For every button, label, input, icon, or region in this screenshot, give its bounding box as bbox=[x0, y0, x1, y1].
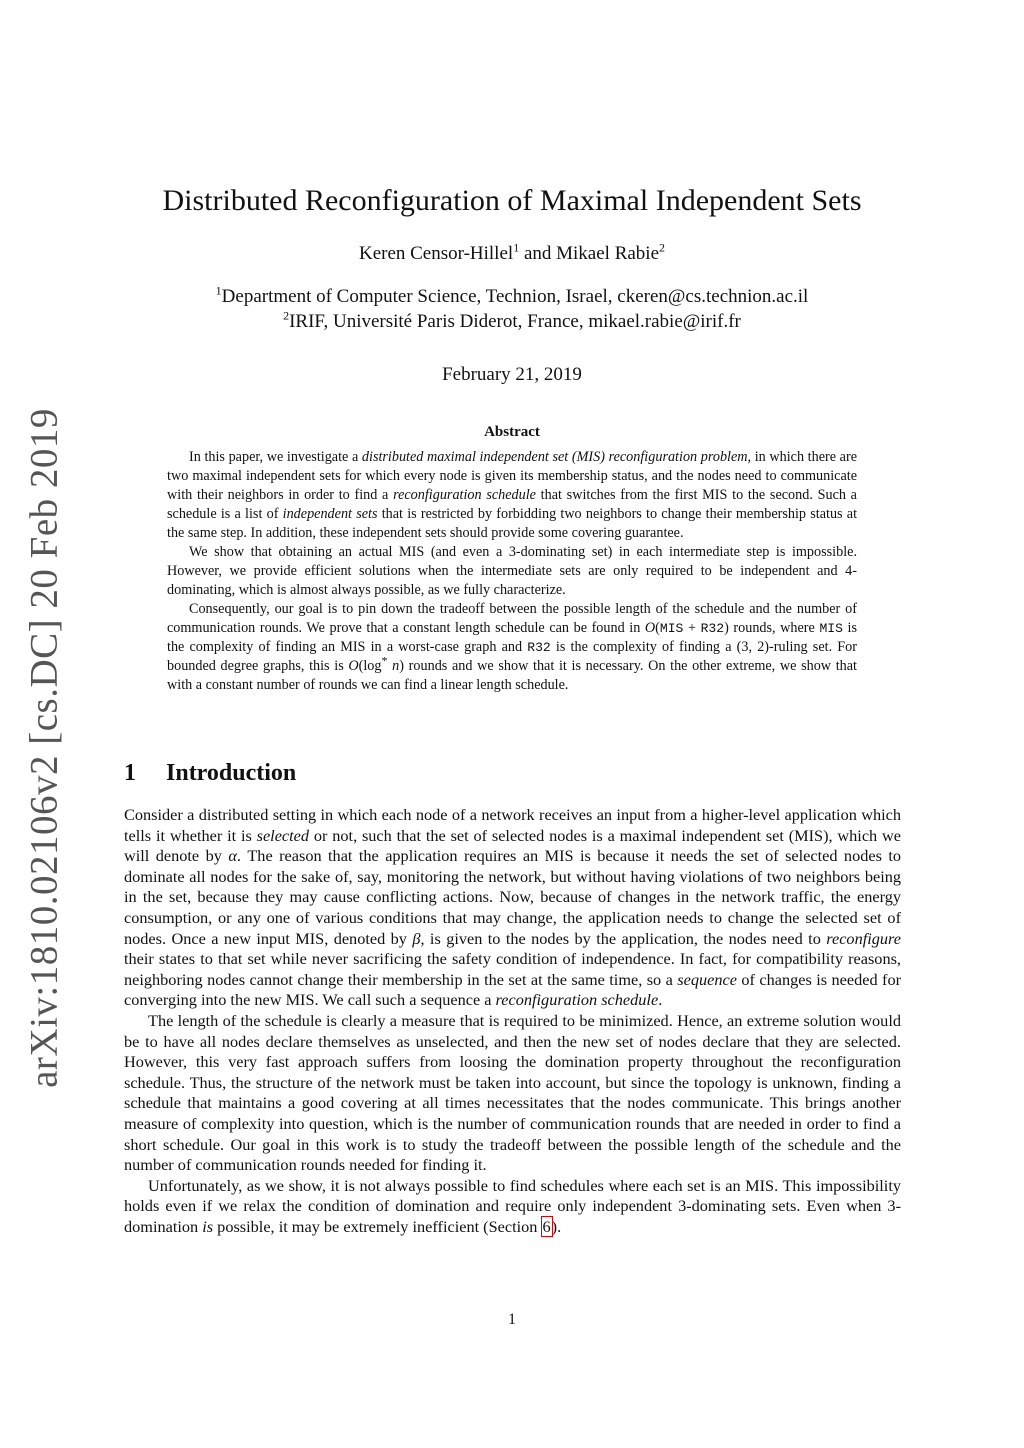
author-name: Keren Censor-Hillel bbox=[358, 243, 514, 264]
section-reference-link[interactable]: 6 bbox=[542, 1216, 551, 1236]
section-heading bbox=[124, 760, 296, 787]
affiliation-text: IRIF, Université Paris Diderot, France, mikael.rabie@irif.fr bbox=[289, 311, 741, 332]
text-run: that switches from the first MIS to the second. Such a schedule is a list of bbox=[167, 487, 857, 522]
page-number: 1 bbox=[508, 1311, 516, 1328]
text-run: . The reason that the application requires an MIS is because it needs the set of selected nodes to dominate all nodes for the sake of, say, monitoring the network, but without having violations of two neighbors being in the set, because they may cause conflicting actions. Now, because of changes in the network traffic, the energy consumption, or any one of various conditions that may change, the application needs to change the selected set of nodes. Once a new input MIS, denoted by bbox=[124, 846, 902, 948]
emphasis: reconfiguration schedule bbox=[495, 990, 659, 1010]
code-term: MIS bbox=[659, 621, 684, 636]
abstract bbox=[167, 448, 857, 695]
text-run: . bbox=[658, 990, 663, 1010]
text-run: is the complexity of finding a (3, 2)-ruling set. For bounded degree graphs, this is bbox=[167, 639, 857, 674]
paper-title: Distributed Reconfiguration of Maximal Independent Sets bbox=[162, 184, 862, 217]
body-paragraph bbox=[124, 805, 901, 1011]
affiliation bbox=[0, 308, 1024, 333]
section-number: 1 bbox=[124, 760, 136, 786]
affiliation-text: Department of Computer Science, Technion, Israel, ckeren@cs.technion.ac.il bbox=[221, 286, 809, 307]
emphasis: independent sets bbox=[282, 506, 378, 522]
text-run: Unfortunately, as we show, it is not always possible to find schedules where each set is an MIS. This impossibility holds even if we relax the condition of domination and require only independent 3-dominating sets. Even when 3-domination bbox=[124, 1175, 901, 1236]
math-symbol: β bbox=[412, 928, 421, 948]
math-symbol: n bbox=[387, 658, 400, 674]
affiliation-marker: 2 bbox=[659, 240, 666, 255]
text-run: their states to that set while never sacrificing the safety condition of independence. In fact, for compatibility reasons, neighboring nodes cannot change their membership in the set at the same time, so a bbox=[124, 949, 901, 989]
abstract-paragraph bbox=[167, 600, 857, 695]
author-line bbox=[0, 240, 1024, 265]
emphasis: reconfigure bbox=[826, 928, 902, 948]
body-paragraph bbox=[124, 1176, 901, 1238]
affiliation bbox=[0, 283, 1024, 308]
publication-date: February 21, 2019 bbox=[442, 364, 582, 385]
abstract-heading: Abstract bbox=[484, 424, 540, 440]
text-run: (log bbox=[358, 658, 382, 674]
text-run: ( bbox=[655, 620, 660, 636]
emphasis: is bbox=[202, 1216, 214, 1236]
text-run: , is given to the nodes by the application, the nodes need to bbox=[420, 928, 827, 948]
emphasis: distributed maximal independent set (MIS) reconfiguration problem bbox=[361, 449, 748, 465]
text-run: , in which there are two maximal independent sets for which every node is given its membership status, and the nodes need to communicate with their neighbors in order to find a bbox=[167, 449, 857, 503]
text-run: possible, it may be extremely inefficient (Section bbox=[213, 1216, 542, 1236]
body-paragraph: The length of the schedule is clearly a measure that is required to be minimized. Hence, an extreme solution would be to have all nodes declare themselves as unselected, and then the new set of nodes declare that they are selected. However, this very fast approach suffers from loosing the domination property throughout the reconfiguration schedule. Thus, the structure of the network must be taken into account, but since the topology is unknown, finding a schedule that maintains a good covering at all times necessitates that the nodes communicate. This brings another measure of complexity into question, which is the number of communication rounds that are needed in order to find a short schedule. Our goal in this work is to study the tradeoff between the possible length of the schedule and the number of communication rounds needed for finding it. bbox=[124, 1010, 901, 1175]
abstract-paragraph bbox=[167, 448, 857, 543]
text-run: Consequently, our goal is to pin down the tradeoff between the possible length of the schedule and the number of communication rounds. We prove that a constant length schedule can be found in bbox=[167, 601, 857, 636]
arxiv-identifier: arXiv:1810.02106v2 [cs.DC] 20 Feb 2019 bbox=[22, 408, 66, 1088]
emphasis: sequence bbox=[677, 969, 737, 989]
author-conjunction: and bbox=[519, 243, 557, 264]
code-term: MIS bbox=[819, 621, 843, 636]
text-run: is the complexity of finding an MIS in a worst-case graph and bbox=[167, 620, 857, 655]
math-superscript: * bbox=[381, 653, 388, 668]
text-run: In this paper, we investigate a bbox=[189, 449, 362, 465]
text-run: of changes is needed for converging into the new MIS. We call such a sequence a bbox=[124, 969, 902, 1010]
code-term: R32 bbox=[527, 640, 551, 655]
emphasis: reconfiguration schedule bbox=[393, 487, 536, 503]
affiliation-marker: 2 bbox=[283, 308, 290, 323]
emphasis: selected bbox=[256, 825, 310, 845]
affiliation-marker: 1 bbox=[513, 240, 520, 255]
text-run: + bbox=[683, 620, 701, 636]
math-symbol: α bbox=[228, 846, 237, 866]
text-run: or not, such that the set of selected nodes is a maximal independent set (MIS), which we will denote by bbox=[124, 825, 901, 866]
text-run: ). bbox=[551, 1216, 562, 1236]
author-name: Mikael Rabie bbox=[556, 243, 660, 264]
text-run: ) rounds and we show that it is necessary. On the other extreme, we show that with a constant number of rounds we can find a linear length schedule. bbox=[167, 658, 858, 693]
code-term: R32 bbox=[700, 621, 725, 636]
text-run: Consider a distributed setting in which each node of a network receives an input from a higher-level application which tells it whether it is bbox=[124, 805, 901, 845]
section-title: Introduction bbox=[166, 760, 297, 786]
math-symbol: O bbox=[644, 620, 656, 636]
text-run: ) rounds, where bbox=[724, 620, 820, 636]
affiliation-marker: 1 bbox=[215, 283, 222, 298]
abstract-paragraph: We show that obtaining an actual MIS (and even a 3-dominating set) in each intermediate step is impossible. However, we provide efficient solutions when the intermediate sets are only required to be independent and 4-dominating, which is almost always possible, as we fully characterize. bbox=[167, 544, 857, 598]
body-text bbox=[124, 805, 901, 1237]
math-symbol: O bbox=[348, 658, 359, 674]
text-run: that is restricted by forbidding two neighbors to change their membership status at the same step. In addition, these independent sets should provide some covering guarantee. bbox=[167, 506, 858, 541]
